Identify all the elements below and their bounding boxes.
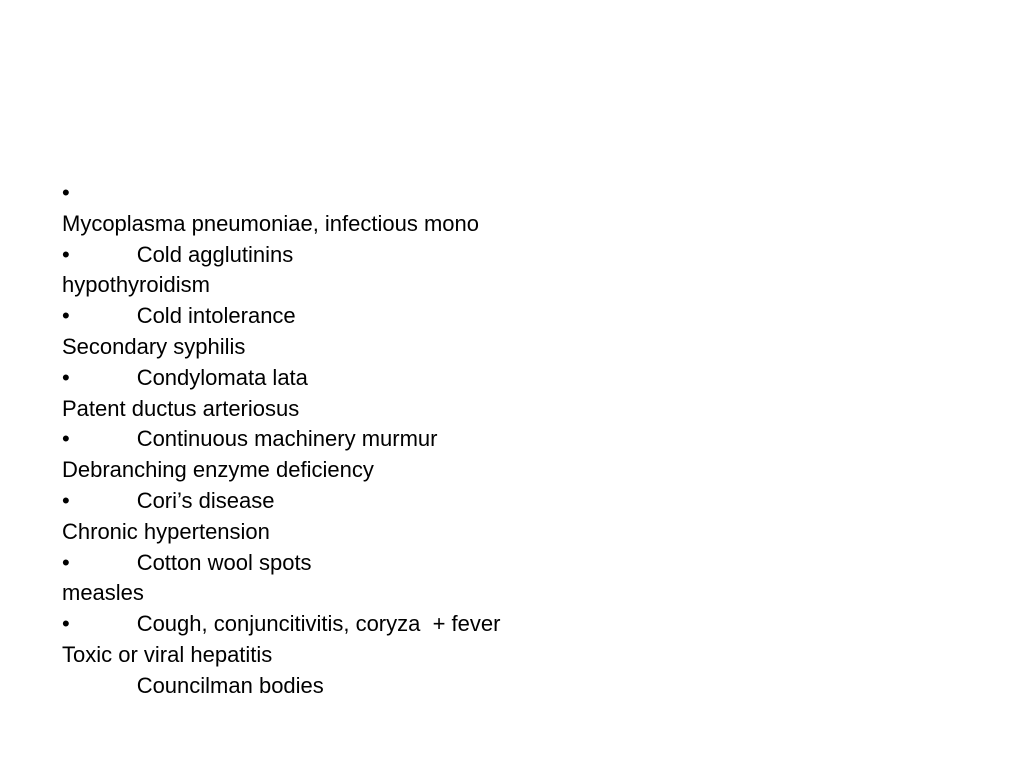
answer-line: Secondary syphilis	[62, 333, 246, 359]
answer-line: Patent ductus arteriosus	[62, 395, 300, 421]
answer-line: Mycoplasma pneumoniae, infectious mono	[62, 210, 480, 236]
answer-line: Chronic hypertension	[62, 518, 270, 544]
bullet-icon: •	[62, 611, 70, 637]
bullet-icon: •	[62, 426, 70, 452]
term-text: Cori’s disease	[136, 487, 275, 513]
term-text: Continuous machinery murmur	[136, 426, 438, 452]
term-text: Cough, conjuncitivitis, coryza + fever	[136, 611, 501, 637]
term-text: Cold agglutinins	[136, 241, 294, 267]
bullet-icon: •	[62, 487, 70, 513]
term-text: Cotton wool spots	[136, 549, 312, 575]
bullet-icon: •	[62, 303, 70, 329]
answer-line: measles	[62, 580, 144, 606]
bullet-icon: •	[62, 180, 70, 205]
term-text: Condylomata lata	[136, 364, 308, 390]
bullet-icon: •	[62, 549, 70, 575]
answer-line: Toxic or viral hepatitis	[62, 641, 273, 667]
answer-line: Debranching enzyme deficiency	[62, 457, 374, 483]
term-text: Councilman bodies	[136, 672, 324, 698]
answer-line: hypothyroidism	[62, 272, 210, 298]
bullet-icon: •	[62, 364, 70, 390]
bullet-icon: •	[62, 241, 70, 267]
slide-body	[62, 178, 962, 698]
term-text: Cold intolerance	[136, 303, 296, 329]
